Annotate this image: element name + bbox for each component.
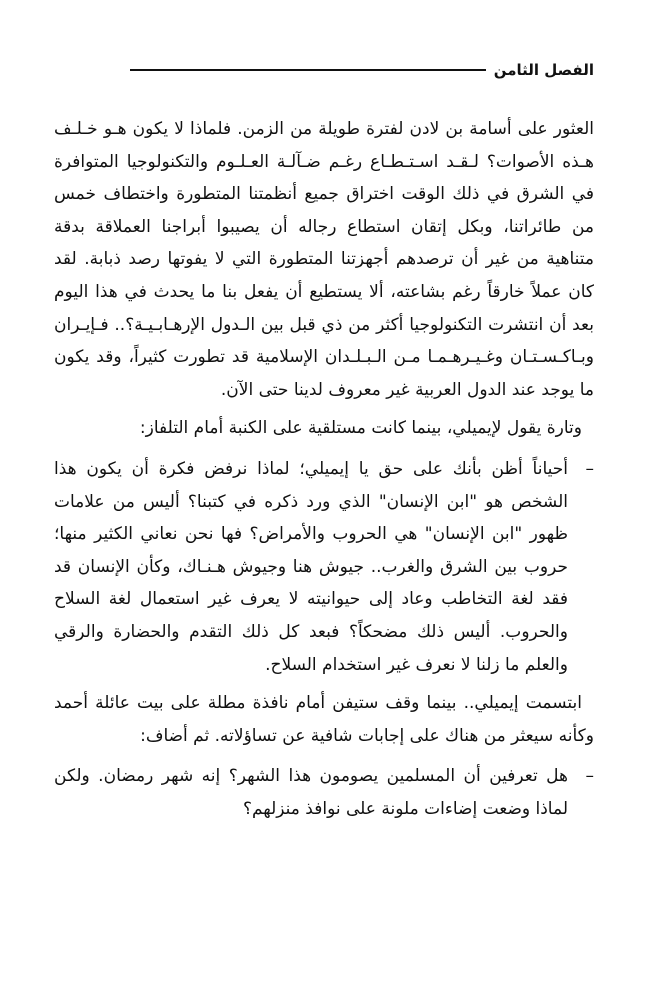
dialogue-2 <box>54 760 594 825</box>
header-rule <box>130 69 486 71</box>
dialogue-dash: – <box>585 766 594 787</box>
page-body <box>54 113 594 825</box>
running-header <box>130 58 594 82</box>
paragraph-2: وتارة يقول لإيميلي، بينما كانت مستلقية على الكنبة أمام التلفاز: <box>139 418 582 439</box>
paragraph-4: ابتسمت إيميلي.. بينما وقف ستيفن أمام نافذة مطلة على بيت عائلة أحمد وكأنه سيعثر من هناك على إجابات شافية عن تساؤلاته. ثم أضاف: <box>54 693 594 746</box>
paragraph-3: أحياناً أظن بأنك على حق يا إيميلي؛ لماذا نرفض فكرة أن يكون هذا الشخص هو "ابن الإنسان" الذي ورد ذكره في كتبنا؟ أليس من علامات ظهور "ابن الإنسان" هي الحروب والأمراض؟ فها نحن نعاني الكثير منها؛ حروب بين الشرق والغرب.. جيوش هنا وجيوش هـنـاك، وكأن الإنسان قد فقد لغة التخاطب وعاد إلى حيوانيته لا يعرف غير استعمال لغة السلاح والحروب. أليس ذلك مضحكاً؟ فبعد كل ذلك التقدم والحضارة والرقي والعلم ما زلنا لا نعرف غير استخدام السلاح. <box>54 458 568 675</box>
chapter-title: الفصل الثامن <box>493 61 594 79</box>
dialogue-dash: – <box>585 458 594 479</box>
paragraph-1: العثور على أسامة بن لادن لفترة طويلة من الزمن. فلماذا لا يكون هـو خـلـف هـذه الأصوات؟ لـقـد اسـتـطـاع رغـم ضـآلـة العـلـوم والتكنولوجيا المتوافرة في الشرق في ذلك الوقت اختراق جميع أنظمتنا المتطورة واختطاف خمس من طائراتنا، وبكل إتقان استطاع رجاله أن يصيبوا أبراجنا العملاقة بدقة متناهية من غير أن ترصدهم أجهزتنا المتطورة التي لا يفوتها رصد ذبابة. لقد كان عملاً خارقاً رغم بشاعته، ألا يستطيع أن يفعل بنا ما يحدث في هذا اليوم بعد أن انتشرت التكنولوجيا أكثر من ذي قبل بين الـدول الإرهـابـيـة؟.. فـإيـران وبـاكـسـتـان وغـيـرهـمـا مـن الـبـلـدان الإسلامية قد تطورت كثيراً، وقد يكون ما يوجد عند الدول العربية غير معروف لدينا حتى الآن. <box>54 119 594 400</box>
dialogue-1 <box>54 453 594 681</box>
paragraph-5: هل تعرفين أن المسلمين يصومون هذا الشهر؟ إنه شهر رمضان. ولكن لماذا وضعت إضاءات ملونة على نوافذ منزلهم؟ <box>54 766 568 819</box>
